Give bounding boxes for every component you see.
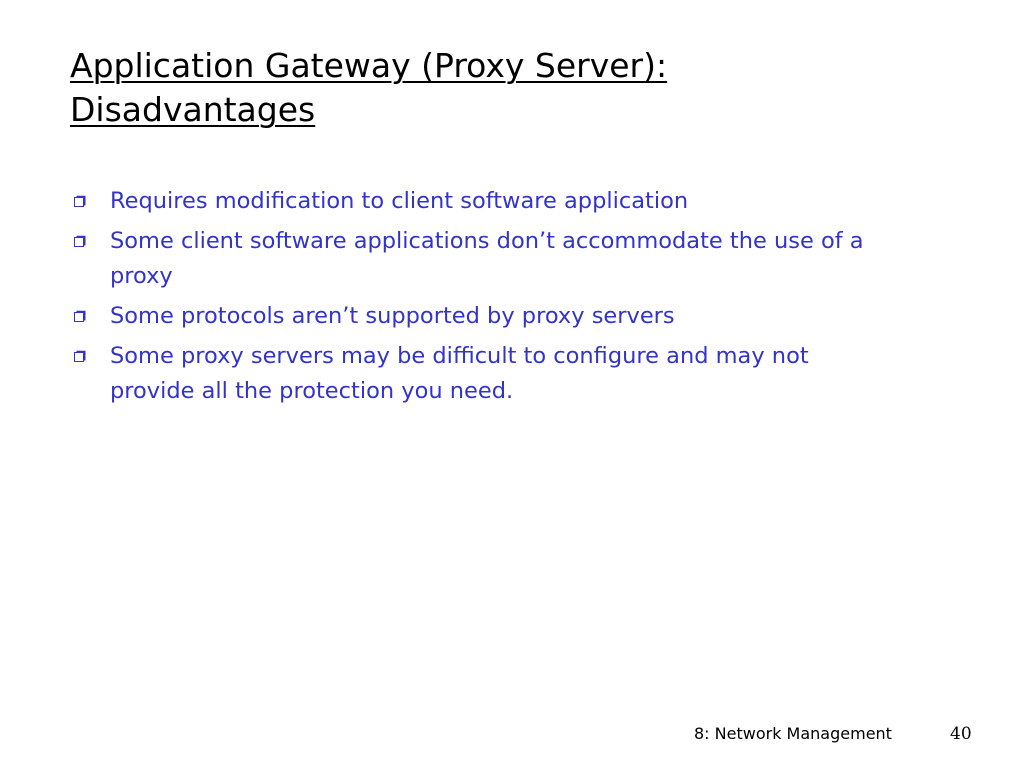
bullet-item — [70, 339, 900, 409]
bullet-text: Some proxy servers may be difficult to configure and may not provide all the protection you need. — [110, 343, 809, 404]
bullet-text: Requires modification to client software application — [110, 188, 689, 214]
square-bullet-icon — [74, 310, 86, 322]
footer-chapter-label: 8: Network Management — [694, 724, 892, 743]
bullet-list — [70, 184, 900, 414]
bullet-text: Some client software applications don’t accommodate the use of a proxy — [110, 228, 864, 289]
square-bullet-icon — [74, 195, 86, 207]
square-bullet-icon — [74, 235, 86, 247]
bullet-item — [70, 184, 900, 219]
square-bullet-icon — [74, 350, 86, 362]
slide-title — [70, 44, 970, 132]
page-number: 40 — [950, 724, 972, 744]
slide-title-line-2: Disadvantages — [70, 90, 316, 129]
slide-title-line-1: Application Gateway (Proxy Server): — [70, 46, 668, 85]
bullet-text: Some protocols aren’t supported by proxy servers — [110, 303, 675, 329]
bullet-item — [70, 299, 900, 334]
bullet-item — [70, 224, 900, 294]
